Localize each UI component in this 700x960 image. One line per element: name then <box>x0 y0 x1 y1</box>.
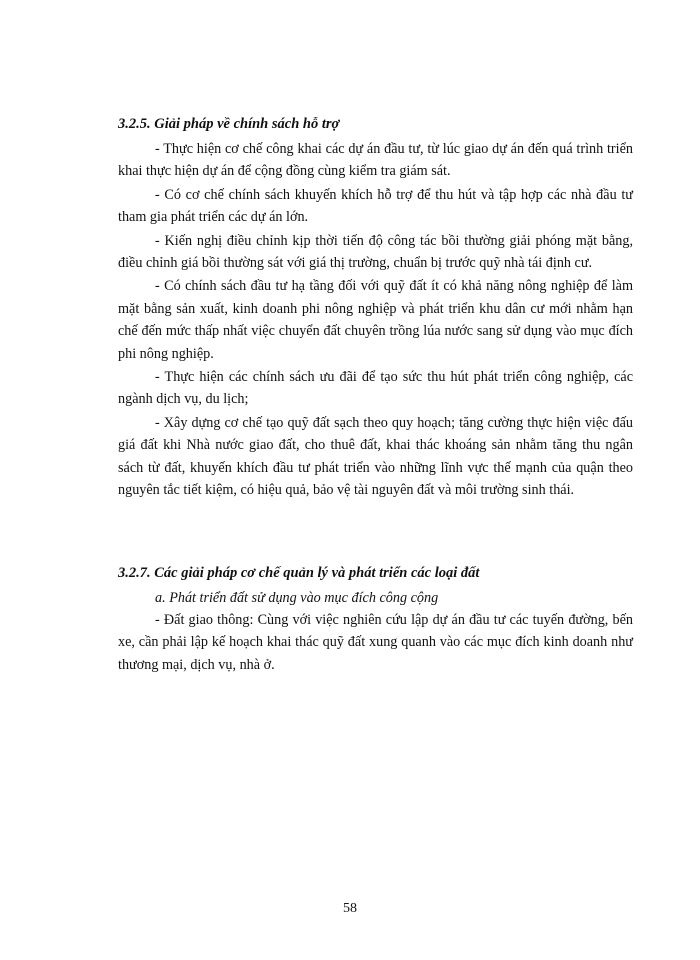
paragraph: - Thực hiện cơ chế công khai các dự án đầu tư, từ lúc giao dự án đến quá trình triển khai thực hiện dự án để cộng đồng cùng kiểm tra giám sát. <box>118 141 633 180</box>
paragraph: - Có chính sách đầu tư hạ tầng đối với quỹ đất ít có khả năng nông nghiệp để làm mặt bằng sản xuất, kinh doanh phi nông nghiệp và phát triển khu dân cư mới nhằm hạn chế đến mức thấp nhất việc chuyển đất chuyên trồng lúa nước sang sử dụng vào mục đích phi nông nghiệp. <box>118 278 633 362</box>
page-content <box>118 113 633 677</box>
subsection-heading-a: a. Phát triển đất sử dụng vào mục đích công cộng <box>155 589 439 606</box>
section-3-2-7 <box>118 562 633 677</box>
paragraph: - Có cơ chế chính sách khuyến khích hỗ trợ để thu hút và tập hợp các nhà đầu tư tham gia phát triển các dự án lớn. <box>118 186 633 226</box>
page-number: 58 <box>343 901 357 916</box>
paragraph: - Kiến nghị điều chỉnh kịp thời tiến độ công tác bồi thường giải phóng mặt bằng, điều chỉnh giá bồi thường sát với giá thị trường, chuẩn bị trước quỹ nhà tái định cư. <box>118 232 633 272</box>
paragraph: - Thực hiện các chính sách ưu đãi để tạo sức thu hút phát triển công nghiệp, các ngành dịch vụ, du lịch; <box>118 369 633 408</box>
paragraph: - Đất giao thông: Cùng với việc nghiên cứu lập dự án đầu tư các tuyến đường, bến xe, cần phải lập kế hoạch khai thác quỹ đất xung quanh vào các mục đích kinh doanh như thương mại, dịch vụ, nhà ở. <box>118 611 633 673</box>
section-heading-3-2-5: 3.2.5. Giải pháp về chính sách hỗ trợ <box>118 116 340 132</box>
section-heading-3-2-7: 3.2.7. Các giải pháp cơ chế quản lý và phát triển các loại đất <box>118 564 480 581</box>
paragraph: - Xây dựng cơ chế tạo quỹ đất sạch theo quy hoạch; tăng cường thực hiện việc đấu giá đất khi Nhà nước giao đất, cho thuê đất, khai thác khoáng sản nhằm tăng thu ngân sách từ đất, khuyến khích đầu tư phát triển vào những lĩnh vực thế mạnh của quận theo nguyên tắc tiết kiệm, có hiệu quả, bảo vệ tài nguyên đất và môi trường sinh thái. <box>118 414 633 499</box>
